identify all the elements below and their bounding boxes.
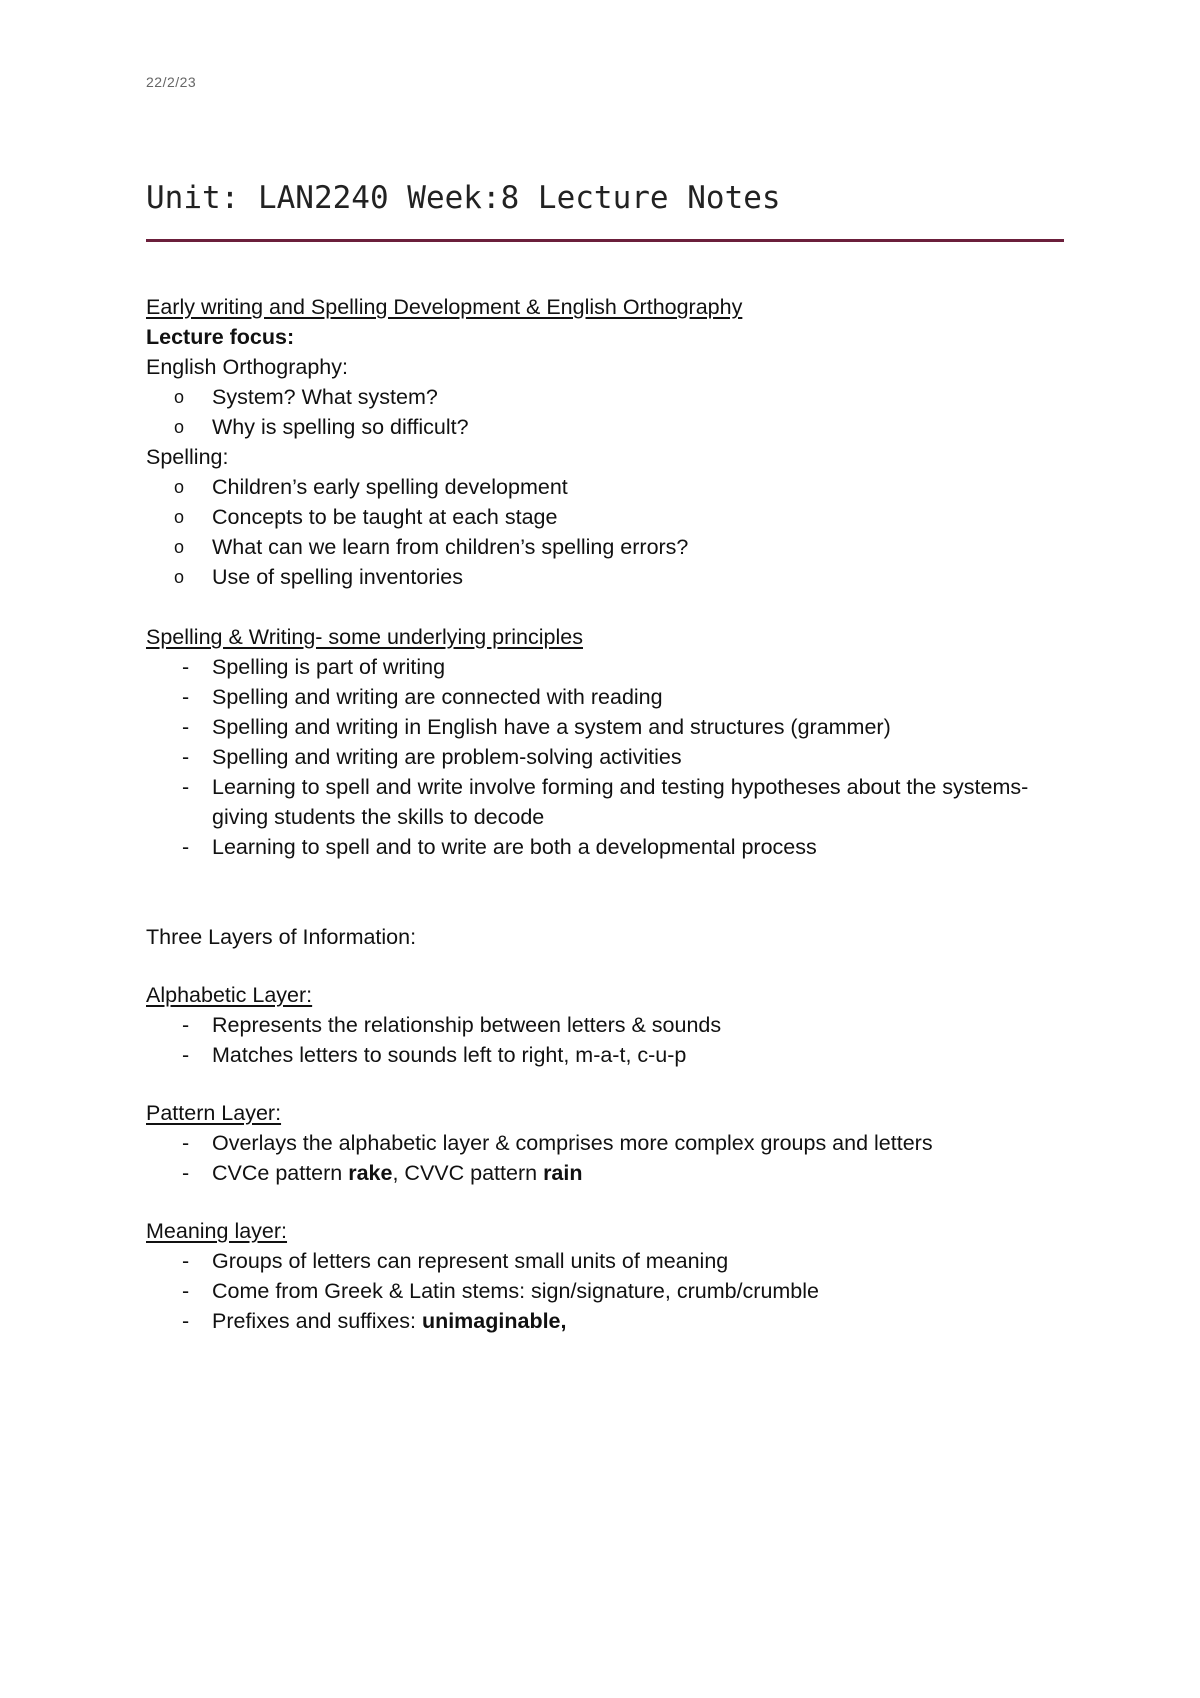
- dash-bullet-icon: -: [182, 685, 190, 709]
- dash-bullet-icon: -: [182, 775, 190, 799]
- section-heading-meaning: Meaning layer:: [146, 1219, 288, 1243]
- list-item: - Overlays the alphabetic layer & comprises more complex groups and letters: [146, 1128, 1106, 1158]
- circle-bullet-icon: o: [174, 417, 185, 437]
- list-item: - Spelling and writing are connected with reading: [146, 682, 1106, 712]
- section-heading-orthography: Early writing and Spelling Development & English Orthography: [146, 295, 743, 319]
- list-item: - Prefixes and suffixes: unimaginable,: [146, 1306, 1106, 1336]
- lecture-focus-label: Lecture focus:: [146, 325, 295, 349]
- document-date: 22/2/23: [146, 74, 197, 90]
- dash-bullet-icon: -: [182, 745, 190, 769]
- list-item: - Groups of letters can represent small units of meaning: [146, 1246, 1106, 1276]
- dash-bullet-icon: -: [182, 835, 190, 859]
- english-orthography-label: English Orthography:: [146, 355, 348, 379]
- list-item: - Matches letters to sounds left to right, m-a-t, c-u-p: [146, 1040, 1106, 1070]
- list-item: o Children’s early spelling development: [146, 472, 1106, 502]
- list-item: - Spelling is part of writing: [146, 652, 1106, 682]
- dash-bullet-icon: -: [182, 1131, 190, 1155]
- list-item: o What can we learn from children’s spelling errors?: [146, 532, 1106, 562]
- list-item: o System? What system?: [146, 382, 1106, 412]
- three-layers-intro: Three Layers of Information:: [146, 925, 417, 949]
- list-item: - Come from Greek & Latin stems: sign/signature, crumb/crumble: [146, 1276, 1106, 1306]
- circle-bullet-icon: o: [174, 387, 185, 407]
- circle-bullet-icon: o: [174, 537, 185, 557]
- circle-bullet-icon: o: [174, 507, 185, 527]
- list-item: - Spelling and writing are problem-solving activities: [146, 742, 1106, 772]
- document-body: [146, 292, 1106, 1336]
- list-item: o Concepts to be taught at each stage: [146, 502, 1106, 532]
- circle-bullet-icon: o: [174, 477, 185, 497]
- dash-bullet-icon: -: [182, 1043, 190, 1067]
- circle-bullet-icon: o: [174, 567, 185, 587]
- section-heading-principles: Spelling & Writing- some underlying principles: [146, 625, 583, 649]
- list-item: - Learning to spell and to write are both a developmental process: [146, 832, 1106, 862]
- dash-bullet-icon: -: [182, 655, 190, 679]
- list-item: - CVCe pattern rake, CVVC pattern rain: [146, 1158, 1106, 1188]
- dash-bullet-icon: -: [182, 1249, 190, 1273]
- list-item: - Represents the relationship between letters & sounds: [146, 1010, 1106, 1040]
- dash-bullet-icon: -: [182, 715, 190, 739]
- page-title: Unit: LAN2240 Week:8 Lecture Notes: [146, 180, 781, 216]
- dash-bullet-icon: -: [182, 1013, 190, 1037]
- list-item: - Learning to spell and write involve forming and testing hypotheses about the systems- giving students the skills to decode: [146, 772, 1072, 832]
- spelling-label: Spelling:: [146, 445, 229, 469]
- dash-bullet-icon: -: [182, 1309, 190, 1333]
- section-heading-pattern: Pattern Layer:: [146, 1101, 282, 1125]
- list-item: - Spelling and writing in English have a system and structures (grammer): [146, 712, 1106, 742]
- title-divider: [146, 239, 1064, 242]
- list-item: o Use of spelling inventories: [146, 562, 1106, 592]
- section-heading-alphabetic: Alphabetic Layer:: [146, 983, 313, 1007]
- list-item: o Why is spelling so difficult?: [146, 412, 1106, 442]
- dash-bullet-icon: -: [182, 1279, 190, 1303]
- dash-bullet-icon: -: [182, 1161, 190, 1185]
